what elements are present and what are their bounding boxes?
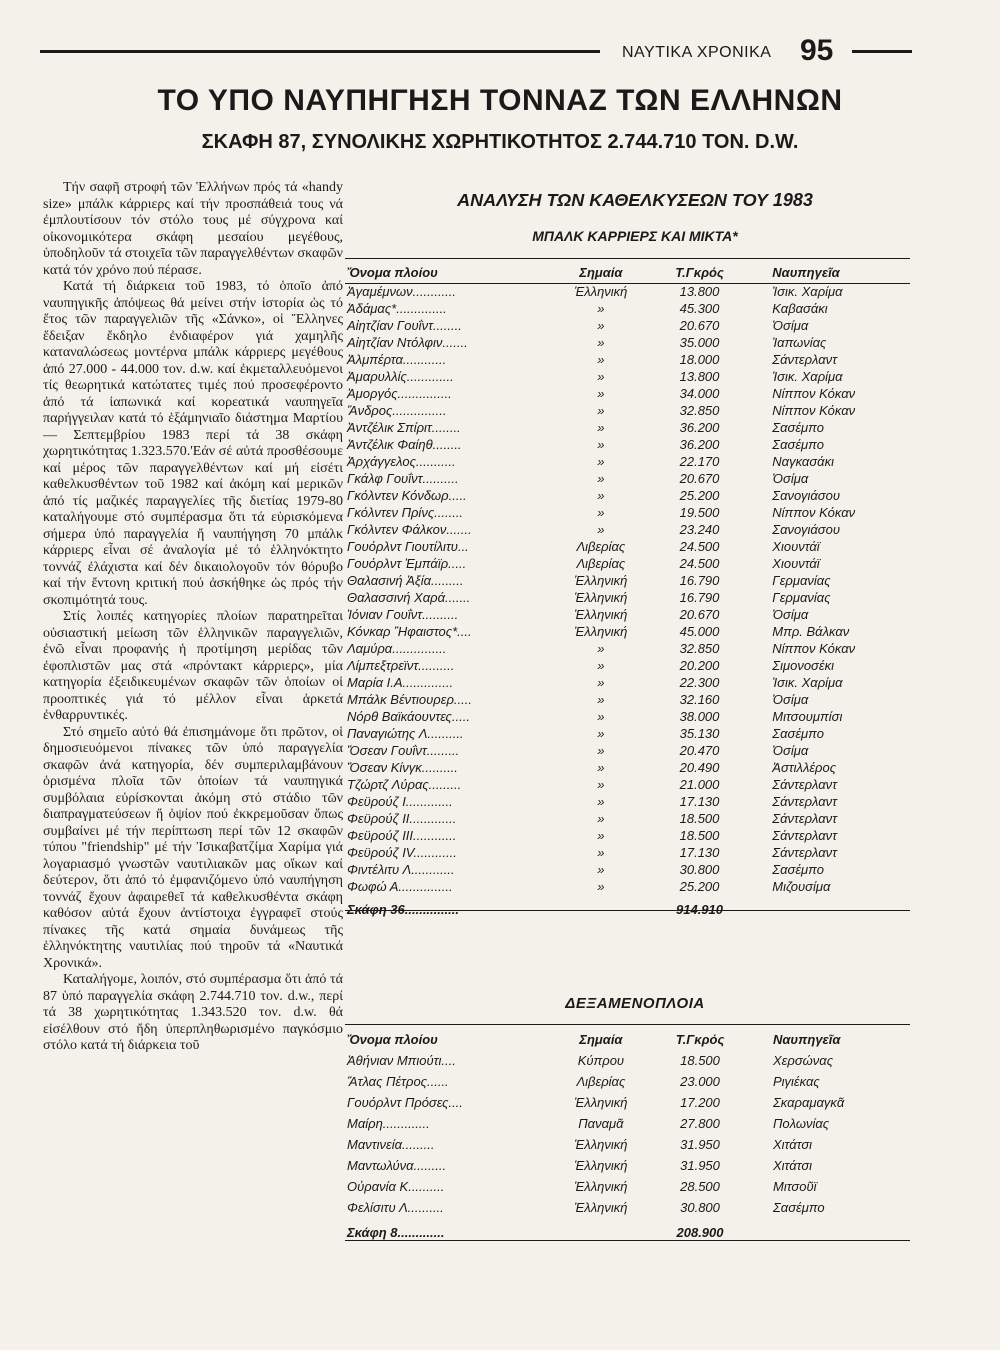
total-spacer — [547, 895, 655, 923]
ship-name: Ἀλμπέρτα............ — [347, 352, 447, 367]
ship-tonnage: 13.800 — [679, 284, 720, 299]
ship-name: Ἀντζέλικ Φαίηθ........ — [347, 437, 462, 452]
table-row — [345, 351, 910, 368]
section2-title: ΔΕΞΑΜΕΝΟΠΛΟΙΑ — [565, 995, 705, 1012]
ship-name: Λαμύρα............... — [347, 641, 447, 656]
ship-name: Μπάλκ Βέντιουρερ..... — [347, 692, 472, 707]
table1-top-rule — [345, 258, 910, 259]
ship-name: Ἀντζέλικ Σπίριτ........ — [347, 420, 461, 435]
ship-flag: Λιβερίας — [576, 539, 626, 554]
ship-flag: Ἑλληνική — [574, 590, 628, 605]
ship-shipyard: Σάντερλαντ — [772, 828, 838, 843]
ship-tonnage: 30.800 — [679, 862, 720, 877]
total-spacer — [547, 1218, 655, 1246]
ship-tonnage: 18.500 — [680, 1053, 720, 1068]
table-row — [345, 674, 910, 691]
column-header: Ὄνομα πλοίου — [347, 1031, 438, 1047]
ship-flag: Λιβερίας — [576, 1074, 626, 1089]
table-row — [345, 470, 910, 487]
table-row — [345, 1092, 910, 1113]
ship-name: Γκάλφ Γουΐντ.......... — [347, 471, 459, 486]
table-row — [345, 759, 910, 776]
ship-tonnage: 21.000 — [679, 777, 720, 792]
ship-tonnage: 18.500 — [679, 811, 720, 826]
ship-flag: » — [597, 386, 605, 401]
ship-flag: Κύπρου — [577, 1053, 625, 1068]
total-spacer — [745, 1218, 910, 1246]
header-row — [345, 1028, 910, 1050]
ship-name: Ἰόνιαν Γουΐντ.......... — [347, 607, 459, 622]
ship-shipyard: Χιουντάϊ — [772, 556, 820, 571]
ship-shipyard: Μιτσουμπίσι — [772, 709, 843, 724]
table-row — [345, 1071, 910, 1092]
table-row — [345, 368, 910, 385]
ship-shipyard: Χιτάτσι — [772, 1137, 813, 1152]
ship-flag: » — [597, 811, 605, 826]
ship-shipyard: Σάντερλαντ — [772, 777, 838, 792]
ship-shipyard: Ὀσίμα — [772, 743, 809, 758]
table2-top-rule — [345, 1024, 910, 1025]
ship-name: Μαρία Ι.Α.............. — [347, 675, 454, 690]
table-row — [345, 1176, 910, 1197]
article-paragraph: Στό σημεῖο αὐτό θά ἐπισημάνομε ὅτι πρῶτον, οἱ δημοσιευόμενοι πίνακες τῶν ὑπό παραγγελία σκαφῶν ἀνά κατηγορία, δέν συμπεριλαμβάνουν ὁρισμένα πλοῖα τῶν ὁποίων τά ναυπηγικά συμβόλαια εὑρίσκονται ἀκόμη στό στάδιο τῶν διαπραγματεύσεων ἤ ὁψίον πού ἐκκρεμοῦσαν ὅπως συμβαίνει μέ τήν περίπτωση περί τῶν 12 σκαφῶν τύπου "friendship" μέ τήν Ἰσικαβατζίμα Χαρίμα γιά λογαριασμό γνωστῶν ναυτιλιακῶν μας οἴκων καί δεύτερον, ὅτι ἀπό τό ἐμφανιζόμενο ὑπό ναυπήγηση τοννάζ ἔχουν ἀφαιρεθεῖ τά καθελκυσθέντα σκάφη καθόσον αὐτά ἔχουν ἀντίστοιχα ἐγγραφεῖ στούς πίνακες τῆς κατά σημαία δυνάμεως τῆς ἑλληνόκτητης ναυτιλίας πού τηροῦν τά «Ναυτικά Χρονικά». — [43, 724, 343, 971]
ship-shipyard: Γερμανίας — [772, 573, 831, 588]
table-row — [345, 606, 910, 623]
total-row — [345, 1218, 910, 1246]
ship-shipyard: Ὀσίμα — [772, 607, 809, 622]
ship-shipyard: Σασέμπο — [772, 437, 824, 452]
ship-name: Γκόλντεν Κόνδωρ..... — [347, 488, 467, 503]
table-row — [345, 283, 910, 300]
ship-tonnage: 23.240 — [679, 522, 720, 537]
table-row — [345, 623, 910, 640]
ship-tonnage: 24.500 — [679, 539, 720, 554]
page-number: 95 — [800, 34, 834, 67]
ship-flag: » — [597, 794, 605, 809]
table-row — [345, 504, 910, 521]
ship-name: Φελίσιτυ Λ.......... — [347, 1200, 444, 1215]
column-header: Ὄνομα πλοίου — [347, 264, 438, 280]
ship-tonnage: 32.850 — [679, 641, 720, 656]
ship-shipyard: Μπρ. Βάλκαν — [772, 624, 850, 639]
ship-name: Αἰητζίαν Ντόλφιν....... — [347, 335, 468, 350]
ship-shipyard: Καβασάκι — [772, 301, 828, 316]
table-row — [345, 521, 910, 538]
ship-tonnage: 20.670 — [679, 607, 720, 622]
table-row — [345, 725, 910, 742]
ship-name: Ἀμαρυλλίς............. — [347, 369, 454, 384]
ship-flag: Ἑλληνική — [574, 1200, 628, 1215]
ship-name: Μαίρη............. — [347, 1116, 430, 1131]
ship-flag: » — [597, 845, 605, 860]
article-body — [43, 180, 343, 1055]
article-paragraph: Καταλήγομε, λοιπόν, στό συμπέρασμα ὅτι ἀπό τά 87 ὑπό παραγγελία σκάφη 2.744.710 τον. d.w., περί τά 38 χωρητικότητας 1.343.520 τον. d.w. θά εἰσέλθουν στό ἤδη ὑπερπληθωρισμένο παγκόσμιο στόλο κατά τή διάρκεια τοῦ — [43, 972, 343, 1053]
ship-shipyard: Σάντερλαντ — [772, 845, 838, 860]
ship-shipyard: Σάντερλαντ — [772, 811, 838, 826]
ship-tonnage: 34.000 — [679, 386, 720, 401]
table-row — [345, 827, 910, 844]
ship-flag: Ἑλληνική — [574, 1179, 628, 1194]
ship-shipyard: Νίππον Κόκαν — [772, 505, 856, 520]
ship-name: Γουόρλντ Πρόσες.... — [347, 1095, 463, 1110]
ship-name: Ἀμοργός............... — [347, 386, 452, 401]
table-row — [345, 487, 910, 504]
ship-name: Ἄνδρος............... — [347, 403, 447, 418]
table-row — [345, 810, 910, 827]
ship-shipyard: Ἰσικ. Χαρίμα — [772, 675, 843, 690]
total-row — [345, 895, 910, 923]
ship-name: Φιντέλιτυ Λ............ — [347, 862, 455, 877]
column-header: Ναυπηγεῖα — [772, 264, 840, 280]
total-spacer — [744, 895, 910, 923]
ship-name: Οὐρανία Κ.......... — [347, 1179, 445, 1194]
ship-shipyard: Νίππον Κόκαν — [772, 641, 856, 656]
table-row — [345, 691, 910, 708]
ship-flag: » — [597, 505, 605, 520]
ship-tonnage: 16.790 — [679, 590, 720, 605]
article-paragraph: Τήν σαφῆ στροφή τῶν Ἑλλήνων πρός τά «handy size» μπάλκ κάρριερς καί τήν προσπάθειά τους νά ἐμπλουτίσουν τόν στόλο τους μέ σύγχρονα καί οἰκονομικότερα σκάφη μεσαίου μεγέθους, ὑποδηλοῦν τά στοιχεῖα τῶν παραγγελθέντων σκαφῶν κατά τόν χρόνο πού πέρασε. — [43, 180, 343, 278]
ship-flag: » — [597, 420, 605, 435]
ship-flag: » — [597, 658, 605, 673]
column-header: Σημαία — [579, 264, 623, 280]
ship-shipyard: Σανογιάσου — [772, 522, 841, 537]
article-paragraph: Στίς λοιπές κατηγορίες πλοίων παρατηρεῖται οὐσιαστική μείωση τῶν ἑλληνικῶν παραγγελιῶν, ἐνῶ εἶναι προφανής ἡ προτίμηση μερίδας τῶν ἐφοπλιστῶν μας στά «πρόντακτ κάρριερς», μία κατηγορία ἐξειδικευμένων σκαφῶν τῶν ὁποίων οἱ προοπτικές γιά τό μέλλον εἶναι ἀρκετά ἐνθαρρυντικές. — [43, 609, 343, 723]
table-row — [345, 1134, 910, 1155]
ship-name: Μαντινεία......... — [347, 1137, 435, 1152]
section1-title: ΑΝΑΛΥΣΗ ΤΩΝ ΚΑΘΕΛΚΥΣΕΩΝ ΤΟΥ 1983 — [457, 190, 813, 210]
ship-name: Ἀδάμας*.............. — [347, 301, 447, 316]
table-row — [345, 453, 910, 470]
ship-tonnage: 35.000 — [679, 335, 720, 350]
magazine-name: ΝΑΥΤΙΚΑ ΧΡΟΝΙΚΑ — [622, 44, 772, 61]
table-row — [345, 317, 910, 334]
table-row — [345, 1050, 910, 1071]
article-title: ΤΟ ΥΠΟ ΝΑΥΠΗΓΗΣΗ ΤΟΝΝΑΖ ΤΩΝ ΕΛΛΗΝΩΝ — [157, 84, 843, 117]
ship-flag: » — [597, 726, 605, 741]
ship-flag: » — [597, 522, 605, 537]
ship-flag: » — [597, 675, 605, 690]
ship-tonnage: 13.800 — [679, 369, 720, 384]
table-row — [345, 878, 910, 895]
ship-name: Γκόλντεν Πρίνς........ — [347, 505, 464, 520]
ship-flag: » — [597, 403, 605, 418]
ship-name: Φεϋρούζ ΙΙΙ............ — [347, 828, 457, 843]
table-row — [345, 300, 910, 317]
ship-tonnage: 17.130 — [679, 794, 720, 809]
ship-flag: » — [597, 777, 605, 792]
ship-flag: Ἑλληνική — [574, 1095, 628, 1110]
table-body — [345, 283, 910, 923]
ship-shipyard: Ἰσικ. Χαρίμα — [772, 369, 843, 384]
ship-tonnage: 32.850 — [679, 403, 720, 418]
ship-tonnage: 19.500 — [679, 505, 720, 520]
ship-tonnage: 30.800 — [680, 1200, 720, 1215]
table-header — [345, 261, 910, 283]
ship-flag: Παναμᾶ — [578, 1116, 624, 1131]
table-row — [345, 1113, 910, 1134]
ship-tonnage: 36.200 — [679, 437, 720, 452]
table-row — [345, 861, 910, 878]
ship-shipyard: Ὀσίμα — [772, 692, 809, 707]
ship-flag: Ἑλληνική — [574, 284, 628, 299]
ship-name: Φεϋρούζ Ι............. — [347, 794, 453, 809]
ship-tonnage: 20.490 — [679, 760, 720, 775]
table-row — [345, 742, 910, 759]
ship-tonnage: 16.790 — [679, 573, 720, 588]
ship-name: Φεϋρούζ ΙV............ — [347, 845, 457, 860]
table-row — [345, 1197, 910, 1218]
table-row — [345, 402, 910, 419]
table-row — [345, 657, 910, 674]
ship-flag: » — [597, 743, 605, 758]
table-row — [345, 1155, 910, 1176]
ship-tonnage: 31.950 — [680, 1158, 720, 1173]
ship-name: Θαλασσινή Χαρά....... — [347, 590, 471, 605]
ship-tonnage: 35.130 — [679, 726, 720, 741]
ship-tonnage: 36.200 — [679, 420, 720, 435]
ship-name: Ἀρχάγγελος........... — [347, 454, 456, 469]
ship-tonnage: 20.670 — [679, 471, 720, 486]
ship-name: Ἀγαμέμνων............ — [347, 284, 457, 299]
ship-tonnage: 18.500 — [679, 828, 720, 843]
ship-tonnage: 45.300 — [679, 301, 720, 316]
ship-name: Ὅσεαν Γουΐντ......... — [347, 743, 460, 758]
ship-flag: » — [597, 454, 605, 469]
ship-tonnage: 38.000 — [679, 709, 720, 724]
ship-flag: Ἑλληνική — [574, 573, 628, 588]
table-row — [345, 793, 910, 810]
ship-shipyard: Γερμανίας — [772, 590, 831, 605]
ship-tonnage: 24.500 — [679, 556, 720, 571]
ship-shipyard: Χιουντάϊ — [772, 539, 820, 554]
ship-shipyard: Σανογιάσου — [772, 488, 841, 503]
bulk-carriers-table — [345, 261, 910, 923]
ship-shipyard: Σασέμπο — [772, 862, 824, 877]
ship-name: Ὅσεαν Κίνγκ.......... — [347, 760, 458, 775]
ship-flag: Λιβερίας — [576, 556, 626, 571]
column-header: Τ.Γκρός — [675, 264, 724, 280]
ship-flag: » — [597, 862, 605, 877]
article-subtitle: ΣΚΑΦΗ 87, ΣΥΝΟΛΙΚΗΣ ΧΩΡΗΤΙΚΟΤΗΤΟΣ 2.744.710 ΤΟΝ. D.W. — [201, 131, 799, 153]
table-body — [345, 1050, 910, 1246]
article-paragraph: Κατά τή διάρκεια τοῦ 1983, τό ὁποῖο ἀπό ναυπηγικῆς ἀπόψεως θά μείνει στήν ἱστορία ὡς τό ἔτος τῶν παραγγελιῶν τῆς «Σάνκο», οἱ Ἕλληνες ἔδειξαν ἔκδηλο ἐνδιαφέρον γιά χαμηλῆς καταναλώσεως μοντέρνα μπάλκ κάρριερς μεγέθους ἀπό 27.000 - 44.000 τον. d.w. καί ἐκμεταλλευόμενοι τίς θεωρητικά κατώτατες τιμές πού προσεφέροντο ἀπό τά ἰαπωνικά καί κορεατικά ναυπηγεῖα παρήγγειλαν κατά τό ἑξάμηνιαῖο διάστημα Μαρτίου — Σεπτεμβρίου 1983 περί τά 38 σκάφη χωρητικότητας 1.323.570.'Εάν σέ αὐτά προσθέσουμε καί μέρος τῶν παραγγελθέντων καί μή εἰσέτι καθελκυσθέντων τοῦ 1982 καί ἀκόμη καί μερικῶν ἀπό τίς μαζικές παραγγελίες τῆς διετίας 1979-80 καταλήγουμε στό συμπέρασμα ὅτι τά εὑρισκόμενα σήμερα ὑπό παραγγελία ἤ ναυπήγηση 70 μπάλκ κάρριερς εἶναι σέ ἀναλογία μέ τό ἑλληνόκτητο τοννάζ ἐλάχιστα καί δέν δικαιολογοῦν τόν θόρυβο καί τήν ἔντονη κριτική πού ἀσκήθηκε ὡς πρός τήν σκοπιμότητά τους. — [43, 279, 343, 608]
ship-shipyard: Ἰσικ. Χαρίμα — [772, 284, 843, 299]
table-row — [345, 589, 910, 606]
table-row — [345, 385, 910, 402]
ship-name: Ἀθήνιαν Μπιούτι.... — [347, 1053, 456, 1068]
ship-name: Γουόρλντ Ἐμπάϊρ..... — [347, 556, 467, 571]
ship-tonnage: 20.470 — [679, 743, 720, 758]
ship-shipyard: Νίππον Κόκαν — [772, 403, 856, 418]
ship-shipyard: Πολωνίας — [772, 1116, 830, 1131]
ship-shipyard: Χερσώνας — [772, 1053, 834, 1068]
total-value: 208.900 — [676, 1224, 724, 1240]
table-row — [345, 708, 910, 725]
header-row — [345, 261, 910, 283]
header-rule-left — [40, 50, 600, 53]
ship-flag: » — [597, 692, 605, 707]
ship-shipyard: Μιτσοῦϊ — [772, 1179, 817, 1194]
ship-flag: » — [597, 437, 605, 452]
ship-flag: » — [597, 301, 605, 316]
ship-flag: Ἑλληνική — [574, 607, 628, 622]
ship-flag: » — [597, 879, 605, 894]
ship-tonnage: 22.300 — [679, 675, 720, 690]
table-header — [345, 1028, 910, 1050]
ship-tonnage: 25.200 — [679, 488, 720, 503]
column-header: Ναυπηγεῖα — [772, 1031, 841, 1047]
ship-name: Φωφώ Α............... — [347, 879, 453, 894]
ship-flag: » — [597, 828, 605, 843]
ship-flag: » — [597, 641, 605, 656]
ship-shipyard: Σάντερλαντ — [772, 794, 838, 809]
section1-subtitle: ΜΠΑΛΚ ΚΑΡΡΙΕΡΣ ΚΑΙ ΜΙΚΤΑ* — [532, 228, 738, 244]
total-label: Σκάφη 36............... — [347, 901, 459, 917]
ship-shipyard: Σιμονοσέκι — [772, 658, 834, 673]
ship-shipyard: Σάντερλαντ — [772, 352, 838, 367]
ship-tonnage: 17.130 — [679, 845, 720, 860]
ship-tonnage: 28.500 — [680, 1179, 720, 1194]
ship-tonnage: 25.200 — [679, 879, 720, 894]
header-rule-right — [852, 50, 912, 53]
column-header: Τ.Γκρός — [675, 1031, 725, 1047]
ship-shipyard: Ἰαπωνίας — [772, 335, 827, 350]
ship-shipyard: Σασέμπο — [772, 1200, 825, 1215]
ship-name: Κόνκαρ Ἥφαιστος*.... — [347, 624, 472, 639]
tankers-table — [345, 1028, 910, 1246]
ship-name: Λίμπεξτρεϊντ.......... — [347, 658, 455, 673]
ship-shipyard: Ἀστιλλέρος — [772, 760, 837, 775]
ship-tonnage: 31.950 — [680, 1137, 720, 1152]
table-row — [345, 436, 910, 453]
ship-tonnage: 45.000 — [679, 624, 720, 639]
table-row — [345, 572, 910, 589]
ship-tonnage: 17.200 — [680, 1095, 720, 1110]
ship-flag: » — [597, 709, 605, 724]
ship-flag: Ἑλληνική — [574, 1137, 628, 1152]
table-row — [345, 334, 910, 351]
ship-tonnage: 20.200 — [679, 658, 720, 673]
ship-tonnage: 22.170 — [679, 454, 720, 469]
ship-flag: » — [597, 352, 605, 367]
ship-flag: » — [597, 760, 605, 775]
ship-shipyard: Χιτάτσι — [772, 1158, 813, 1173]
ship-tonnage: 27.800 — [680, 1116, 720, 1131]
ship-name: Ἄτλας Πέτρος...... — [347, 1074, 449, 1089]
ship-flag: » — [597, 318, 605, 333]
table-row — [345, 844, 910, 861]
ship-shipyard: Σασέμπο — [772, 726, 824, 741]
ship-flag: » — [597, 369, 605, 384]
ship-tonnage: 20.670 — [679, 318, 720, 333]
ship-name: Αἰητζίαν Γουΐντ........ — [347, 318, 462, 333]
ship-name: Γκόλντεν Φάλκον....... — [347, 522, 472, 537]
ship-flag: Ἑλληνική — [574, 1158, 628, 1173]
ship-shipyard: Ὀσίμα — [772, 318, 809, 333]
ship-shipyard: Ὀσίμα — [772, 471, 809, 486]
ship-shipyard: Ναγκασάκι — [772, 454, 834, 469]
ship-tonnage: 32.160 — [679, 692, 720, 707]
ship-shipyard: Σκαραμαγκᾶ — [772, 1095, 845, 1110]
table-row — [345, 419, 910, 436]
total-value: 914.910 — [676, 901, 723, 917]
ship-flag: » — [597, 335, 605, 350]
ship-tonnage: 18.000 — [679, 352, 720, 367]
ship-shipyard: Νίππον Κόκαν — [772, 386, 856, 401]
ship-name: Φεϋρούζ ΙΙ............. — [347, 811, 457, 826]
ship-name: Θαλασινή Ἀξία......... — [347, 573, 464, 588]
ship-name: Τζώρτζ Λύρας......... — [347, 777, 462, 792]
ship-name: Γουόρλντ Γιουτίλιτυ... — [347, 539, 469, 554]
column-header: Σημαία — [579, 1031, 623, 1047]
ship-flag: » — [597, 471, 605, 486]
table-row — [345, 538, 910, 555]
table-row — [345, 640, 910, 657]
table-row — [345, 776, 910, 793]
table-row — [345, 555, 910, 572]
ship-name: Παναγιώτης Λ.......... — [347, 726, 464, 741]
ship-shipyard: Μιζουσίμα — [772, 879, 831, 894]
ship-flag: Ἑλληνική — [574, 624, 628, 639]
ship-tonnage: 23.000 — [680, 1074, 720, 1089]
ship-name: Νόρθ Βαϊκάουντες..... — [347, 709, 470, 724]
total-label: Σκάφη 8............. — [347, 1224, 445, 1240]
ship-shipyard: Ριγιέκας — [772, 1074, 820, 1089]
ship-name: Μαντωλύνα......... — [347, 1158, 447, 1173]
ship-shipyard: Σασέμπο — [772, 420, 824, 435]
ship-flag: » — [597, 488, 605, 503]
